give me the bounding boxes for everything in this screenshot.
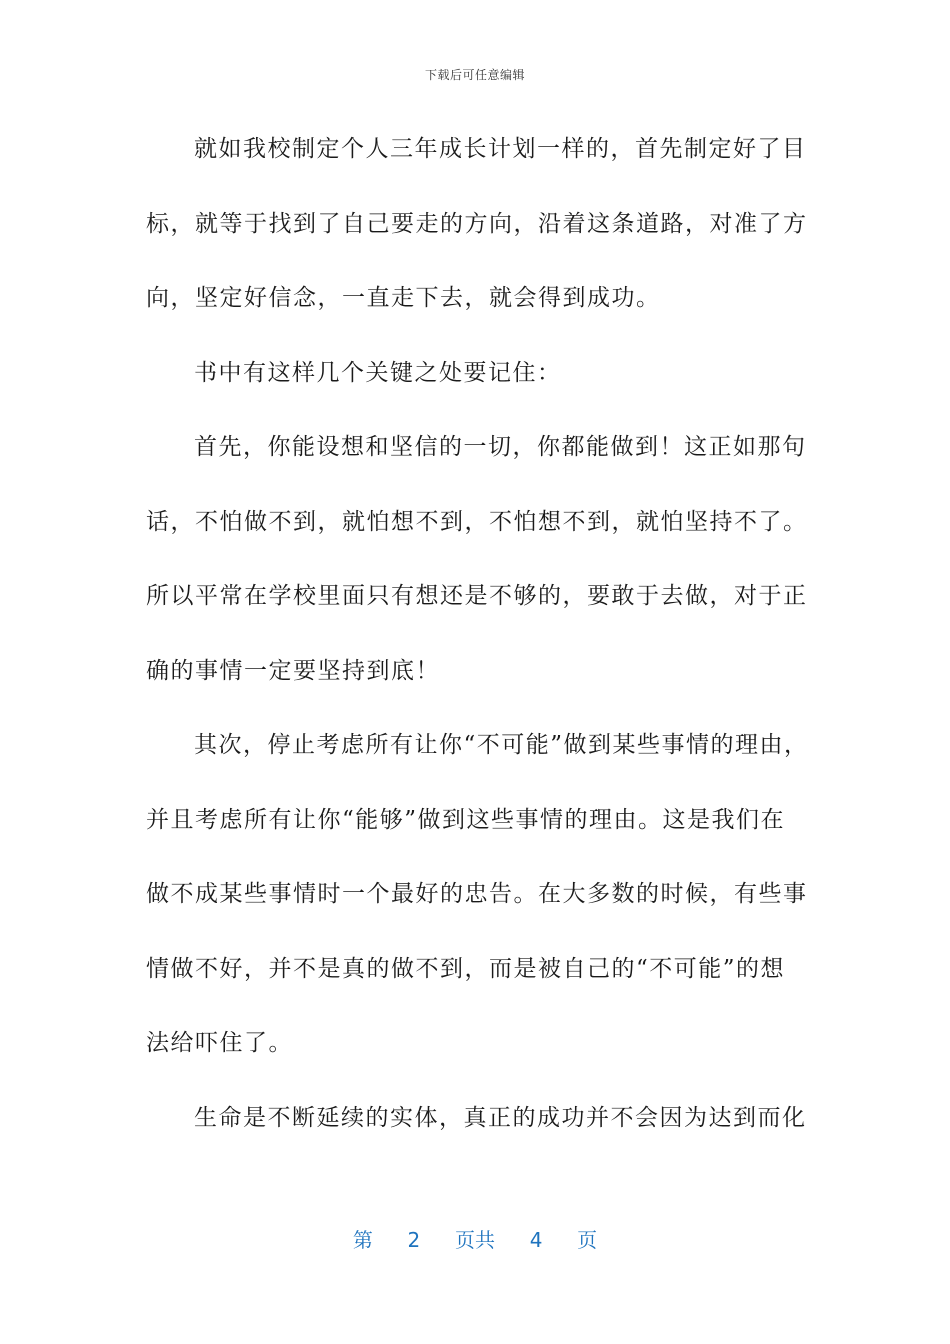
text-line: 就如我校制定个人三年成长计划一样的，首先制定好了目	[194, 136, 807, 162]
text-line: 书中有这样几个关键之处要记住：	[194, 359, 562, 386]
text-line: 法给吓住了。	[146, 1030, 293, 1056]
current-page-number: 2	[407, 1228, 421, 1252]
document-body	[146, 112, 809, 1155]
text-line: 首先，你能设想和坚信的一切，你都能做到！这正如那句	[194, 434, 807, 460]
paragraph-1	[146, 112, 808, 336]
text-line: 生命是不断延续的实体，真正的成功并不会因为达到而化	[194, 1104, 807, 1131]
text-line: 所以平常在学校里面只有想还是不够的，要敢于去做，对于正	[146, 583, 808, 609]
footer-suffix: 页	[577, 1228, 598, 1252]
paragraph-4	[146, 708, 809, 1081]
footer-prefix: 第	[352, 1228, 373, 1252]
total-pages-number: 4	[529, 1228, 543, 1252]
paragraph-3	[146, 410, 808, 708]
text-line: 确的事情一定要坚持到底！	[146, 657, 440, 684]
text-line: 情做不好，并不是真的做不到，而是被自己的“不可能”的想	[146, 955, 786, 982]
paragraph-2	[146, 336, 796, 411]
page-header: 下载后可任意编辑	[424, 68, 525, 82]
page-footer	[0, 1224, 950, 1253]
text-line: 标，就等于找到了自己要走的方向，沿着这条道路，对准了方	[146, 210, 808, 237]
text-line: 其次，停止考虑所有让你“不可能”做到某些事情的理由，	[194, 732, 809, 758]
text-line: 并且考虑所有让你“能够”做到这些事情的理由。这是我们在	[146, 806, 786, 833]
footer-middle: 页共	[455, 1228, 495, 1252]
text-line: 做不成某些事情时一个最好的忠告。在大多数的时候，有些事	[146, 881, 808, 907]
text-line: 话，不怕做不到，就怕想不到，不怕想不到，就怕坚持不了。	[146, 508, 808, 535]
text-line: 向，坚定好信念，一直走下去，就会得到成功。	[146, 285, 661, 311]
paragraph-5	[146, 1081, 807, 1156]
